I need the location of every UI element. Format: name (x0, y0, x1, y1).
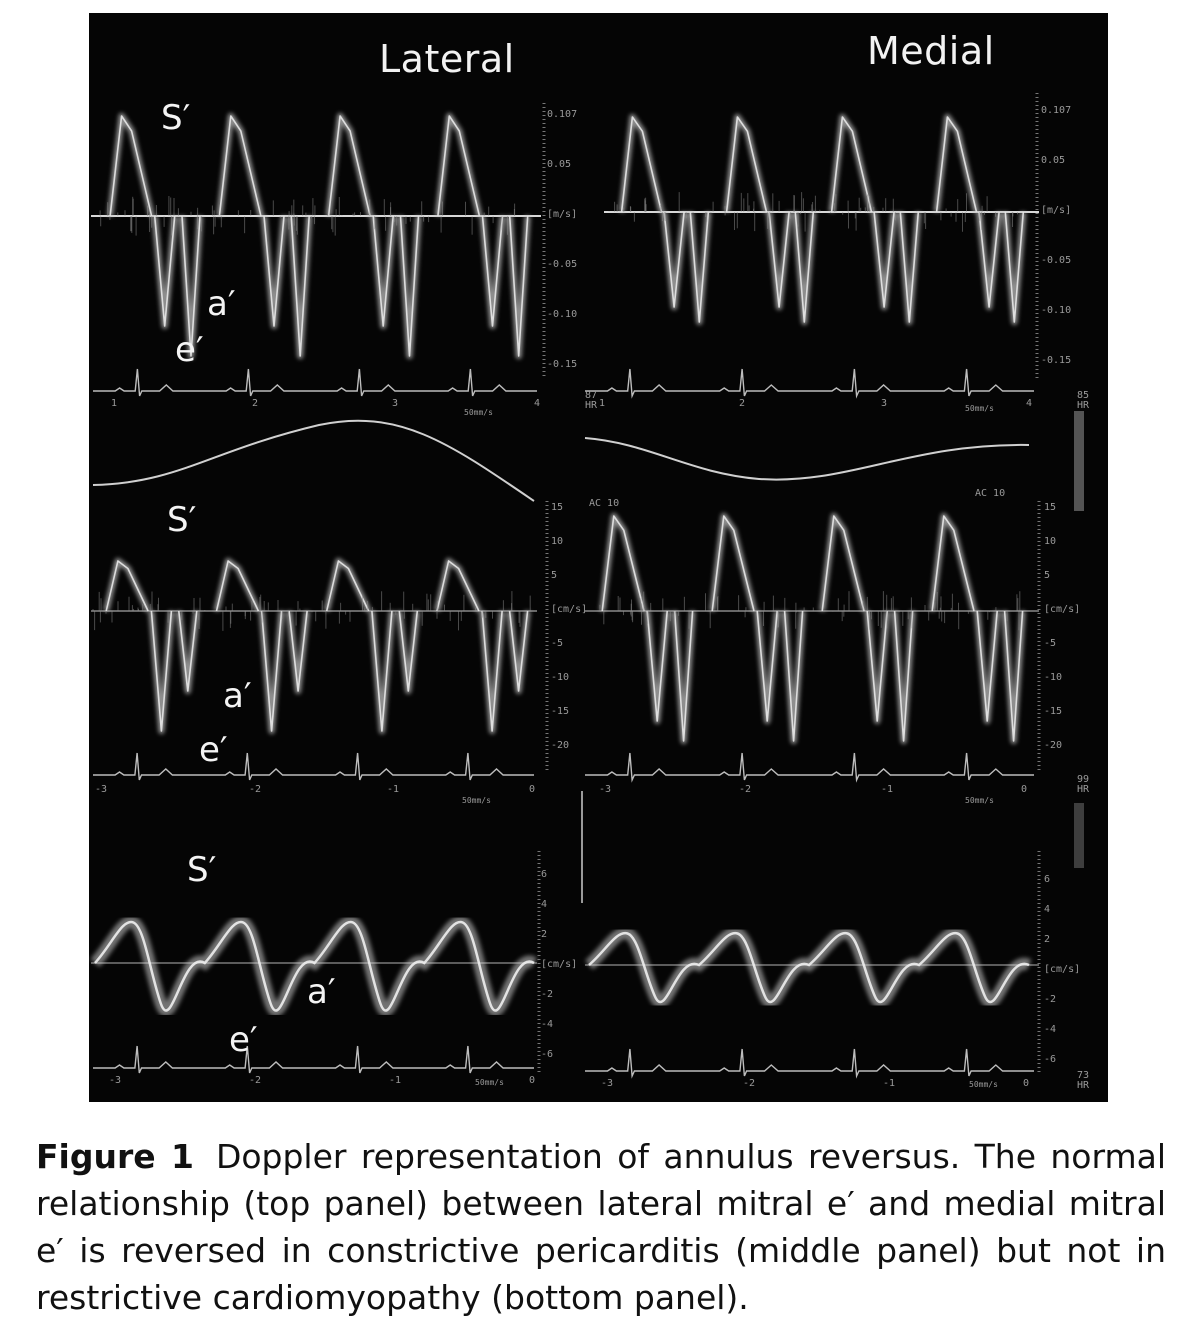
scale-tick-middle-lateral-2: 5 (551, 570, 558, 581)
scale-tick-middle-lateral-3: [cm/s] (551, 604, 588, 615)
scale-tick-bottom-medial-3: [cm/s] (1044, 964, 1081, 975)
ecg-tick-middle-medial-1: -2 (739, 784, 752, 795)
ecg-tick-middle-medial-3: 0 (1021, 784, 1028, 795)
ecg-tick-middle-lateral-1: -2 (249, 784, 262, 795)
medial-header: Medial (867, 29, 995, 73)
ecg-tick-top-medial-0: 1 (599, 398, 606, 409)
ecg-tick-middle-lateral-3: 0 (529, 784, 536, 795)
scale-tick-bottom-medial-5: -4 (1044, 1024, 1057, 1035)
respiration-curve-lateral (93, 421, 534, 501)
scale-tick-top-lateral-4: -0.10 (547, 309, 578, 320)
ecg-tick-bottom-lateral-3: 0 (529, 1075, 536, 1086)
scale-tick-bottom-lateral-3: [cm/s] (541, 959, 578, 970)
ecg-tick-middle-lateral-2: -1 (387, 784, 400, 795)
scale-tick-bottom-lateral-2: 2 (541, 929, 548, 940)
scale-tick-top-medial-4: -0.10 (1041, 305, 1072, 316)
lateral-header: Lateral (379, 37, 515, 81)
scale-tick-top-lateral-3: -0.05 (547, 259, 578, 270)
sweep-speed-bottom-medial: 50mm/s (969, 1080, 998, 1089)
ecg-tick-bottom-lateral-0: -3 (109, 1075, 122, 1086)
scale-tick-bottom-lateral-4: -2 (541, 989, 554, 1000)
scale-tick-middle-medial-2: 5 (1044, 570, 1051, 581)
ecg-middle-medial (585, 753, 1034, 780)
figure-number: Figure 1 (36, 1137, 194, 1176)
spectral-bottom-medial-glow (589, 933, 1029, 1002)
scale-tick-bottom-medial-6: -6 (1044, 1054, 1057, 1065)
scale-tick-bottom-lateral-0: 6 (541, 869, 548, 880)
caption-text: Doppler representation of annulus reversus. The normal relationship (top panel) between lateral mitral e′ and medial mitral e′ is reversed in constrictive pericarditis (middle panel) but not in restrictive cardiomyopathy (bottom panel). (36, 1137, 1166, 1317)
ac-label-medial: AC 10 (975, 488, 1006, 499)
scale-tick-middle-medial-0: 15 (1044, 502, 1057, 513)
scale-tick-top-lateral-0: 0.107 (547, 109, 578, 120)
ecg-tick-bottom-lateral-1: -2 (249, 1075, 262, 1086)
scale-tick-top-lateral-5: -0.15 (547, 359, 578, 370)
scale-tick-bottom-medial-4: -2 (1044, 994, 1057, 1005)
ecg-middle-lateral (93, 753, 534, 780)
scale-tick-top-lateral-1: 0.05 (547, 159, 572, 170)
ecg-tick-bottom-lateral-2: -1 (389, 1075, 402, 1086)
spectral-middle-lateral-glow (106, 561, 527, 731)
ecg-tick-bottom-medial-3: 0 (1023, 1078, 1030, 1089)
scale-tick-middle-lateral-5: -10 (551, 672, 570, 683)
hr-readout-bottom: 73 HR (1077, 1070, 1090, 1091)
spectral-top-lateral (110, 116, 528, 356)
s-prime-label-top: S′ (161, 98, 191, 138)
s-prime-label-bottom: S′ (187, 850, 217, 890)
scale-tick-middle-medial-6: -15 (1044, 706, 1063, 717)
a-prime-label-top: a′ (207, 284, 236, 324)
ecg-top-lateral (93, 369, 537, 396)
spectral-top-medial-glow (622, 117, 1024, 322)
scale-tick-middle-lateral-6: -15 (551, 706, 570, 717)
scale-tick-bottom-lateral-6: -6 (541, 1049, 554, 1060)
scale-tick-middle-medial-3: [cm/s] (1044, 604, 1081, 615)
scale-tick-middle-medial-5: -10 (1044, 672, 1063, 683)
a-prime-label-middle: a′ (223, 676, 252, 716)
ecg-tick-top-medial-3: 4 (1026, 398, 1033, 409)
ecg-tick-top-medial-2: 3 (881, 398, 888, 409)
a-prime-label-bottom: a′ (307, 972, 336, 1012)
scale-tick-top-medial-1: 0.05 (1041, 155, 1066, 166)
ecg-tick-middle-medial-0: -3 (599, 784, 612, 795)
ecg-tick-top-lateral-1: 2 (252, 398, 259, 409)
scale-tick-middle-lateral-0: 15 (551, 502, 564, 513)
scale-tick-middle-medial-7: -20 (1044, 740, 1063, 751)
ecg-tick-middle-lateral-0: -3 (95, 784, 108, 795)
scale-tick-bottom-lateral-5: -4 (541, 1019, 554, 1030)
ecg-top-medial (585, 369, 1034, 396)
doppler-traces (89, 13, 1108, 1102)
ecg-tick-top-lateral-3: 4 (534, 398, 541, 409)
ac-label-lateral: AC 10 (589, 498, 620, 509)
scale-tick-middle-lateral-4: -5 (551, 638, 564, 649)
scale-tick-top-medial-5: -0.15 (1041, 355, 1072, 366)
hr-readout-top-medial: 85 HR (1077, 390, 1090, 411)
grayscale-bar-bottom (1074, 803, 1084, 868)
hr-readout-middle: 99 HR (1077, 774, 1090, 795)
scale-tick-top-medial-3: -0.05 (1041, 255, 1072, 266)
scale-tick-bottom-lateral-1: 4 (541, 899, 548, 910)
ecg-tick-bottom-medial-1: -2 (743, 1078, 756, 1089)
respiration-curve-medial (585, 438, 1029, 480)
hr-readout-top-lateral: 87 HR (585, 390, 598, 411)
scale-tick-middle-lateral-7: -20 (551, 740, 570, 751)
scale-tick-bottom-medial-2: 2 (1044, 934, 1051, 945)
ecg-bottom-lateral (93, 1046, 534, 1073)
scale-tick-middle-medial-4: -5 (1044, 638, 1057, 649)
sweep-speed-middle-medial: 50mm/s (965, 796, 994, 805)
ecg-bottom-medial (585, 1049, 1034, 1076)
scale-tick-top-lateral-2: [m/s] (547, 209, 578, 220)
grayscale-bar-top (1074, 411, 1084, 511)
sweep-speed-top-medial: 50mm/s (965, 404, 994, 413)
doppler-figure-image (89, 13, 1108, 1102)
s-prime-label-middle: S′ (167, 500, 197, 540)
scale-tick-top-medial-2: [m/s] (1041, 205, 1072, 216)
e-prime-label-bottom: e′ (229, 1020, 258, 1060)
ecg-tick-top-lateral-0: 1 (111, 398, 118, 409)
ecg-tick-top-medial-1: 2 (739, 398, 746, 409)
ecg-tick-bottom-medial-2: -1 (883, 1078, 896, 1089)
scale-tick-bottom-medial-1: 4 (1044, 904, 1051, 915)
ecg-tick-bottom-medial-0: -3 (601, 1078, 614, 1089)
e-prime-label-middle: e′ (199, 730, 228, 770)
scale-tick-top-medial-0: 0.107 (1041, 105, 1072, 116)
scale-tick-middle-medial-1: 10 (1044, 536, 1057, 547)
sweep-speed-bottom-lateral: 50mm/s (475, 1078, 504, 1087)
scale-tick-middle-lateral-1: 10 (551, 536, 564, 547)
ecg-tick-top-lateral-2: 3 (392, 398, 399, 409)
scale-tick-bottom-medial-0: 6 (1044, 874, 1051, 885)
ecg-tick-middle-medial-2: -1 (881, 784, 894, 795)
sweep-speed-middle-lateral: 50mm/s (462, 796, 491, 805)
sweep-speed-top-lateral: 50mm/s (464, 408, 493, 417)
e-prime-label-top: e′ (175, 330, 204, 370)
figure-caption (36, 1133, 1166, 1321)
